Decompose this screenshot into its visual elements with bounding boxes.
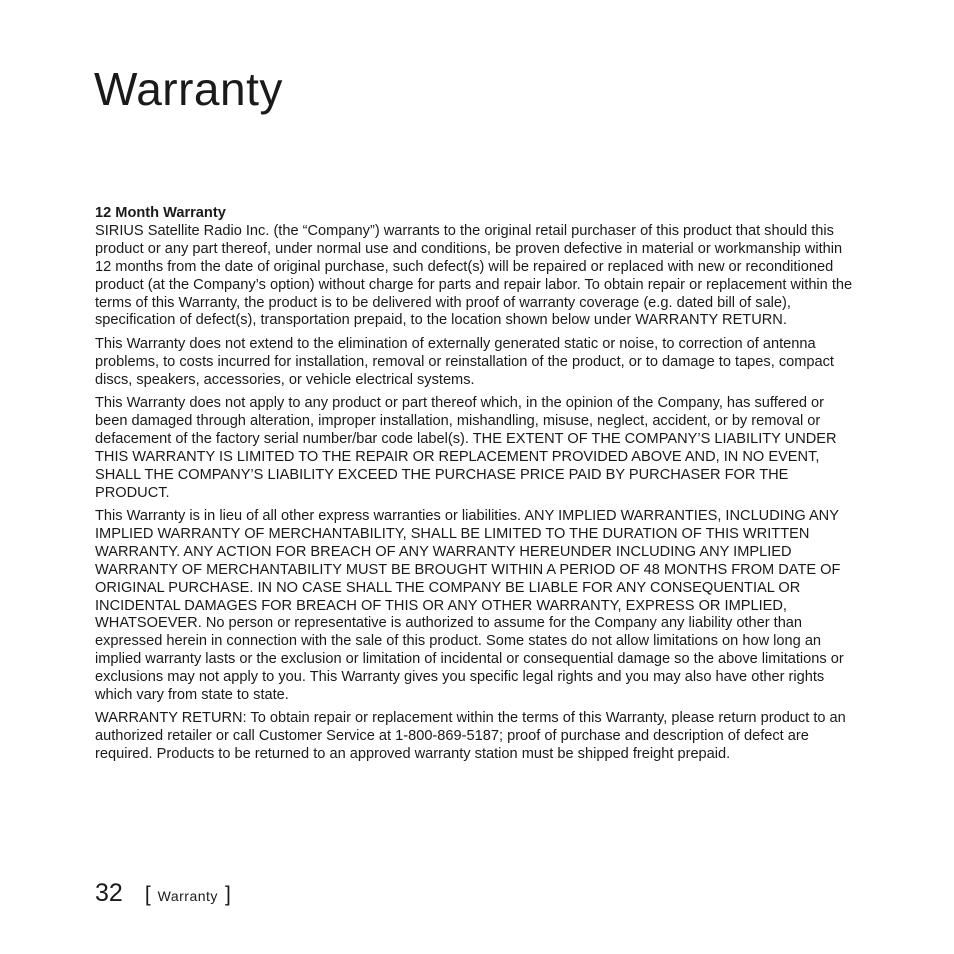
paragraph-warranty-return: WARRANTY RETURN: To obtain repair or replacement within the terms of this Warranty, please return product to an authorized retailer or call Customer Service at 1-800-869-5187; proof of purchase and description of defect are required. Products to be returned to an approved warranty station must be shipped freight prepaid. bbox=[95, 710, 846, 763]
page-title: Warranty bbox=[94, 63, 283, 115]
page-number: 32 bbox=[95, 879, 123, 907]
paragraph-exclusions-static: This Warranty does not extend to the elimination of externally generated static or noise, to correction of antenna problems, to costs incurred for installation, removal or reinstallation of the product, or to damage to tapes, compact discs, speakers, accessories, or vehicle electrical systems. bbox=[95, 335, 834, 388]
warranty-section bbox=[95, 205, 860, 770]
paragraph-exclusions-damage: This Warranty does not apply to any product or part thereof which, in the opinion of the Company, has suffered or been damaged through alteration, improper installation, mishandling, misuse, neglect, accident, or by removal or defacement of the factory serial number/bar code label(s). THE EXTENT OF THE COMPANY’S LIABILITY UNDER THIS WARRANTY IS LIMITED TO THE REPAIR OR REPLACEMENT PROVIDED ABOVE AND, IN NO EVENT, SHALL THE COMPANY’S LIABILITY EXCEED THE PURCHASE PRICE PAID BY PURCHASER FOR THE PRODUCT. bbox=[95, 395, 837, 501]
footer-close-bracket: ] bbox=[224, 883, 231, 906]
paragraph-implied-warranties: This Warranty is in lieu of all other express warranties or liabilities. ANY IMPLIED WARRANTIES, INCLUDING ANY IMPLIED WARRANTY OF MERCHANTABILITY, SHALL BE LIMITED TO THE DURATION OF THIS WRITTEN WARRANTY. ANY ACTION FOR BREACH OF ANY WARRANTY HEREUNDER INCLUDING ANY IMPLIED WARRANTY OF MERCHANTABILITY MUST BE BROUGHT WITHIN A PERIOD OF 48 MONTHS FROM DATE OF ORIGINAL PURCHASE. IN NO CASE SHALL THE COMPANY BE LIABLE FOR ANY CONSEQUENTIAL OR INCIDENTAL DAMAGES FOR BREACH OF THIS OR ANY OTHER WARRANTY, EXPRESS OR IMPLIED, WHATSOEVER. No person or representative is authorized to assume for the Company any liability other than expressed herein in connection with the sale of this product. Some states do not allow limitations on how long an implied warranty lasts or the exclusion or limitation of incidental or consequential damage so the above limitations or exclusions may not apply to you. This Warranty gives you specific legal rights and you may also have other rights which vary from state to state. bbox=[95, 508, 844, 704]
paragraph-warranty-terms: SIRIUS Satellite Radio Inc. (the “Company”) warrants to the original retail purchaser of this product that should this product or any part thereof, under normal use and conditions, be proven defective in material or workmanship within 12 months from the date of original purchase, such defect(s) will be repaired or replaced with new or reconditioned product (at the Company’s option) without charge for parts and repair labor. To obtain repair or replacement within the terms of this Warranty, the product is to be delivered with proof of warranty coverage (e.g. dated bill of sale), specification of defect(s), transportation prepaid, to the location shown below under WARRANTY RETURN. bbox=[95, 222, 853, 329]
page-footer bbox=[95, 879, 231, 908]
section-heading: 12 Month Warranty bbox=[95, 205, 226, 221]
footer-section-label: Warranty bbox=[157, 888, 218, 904]
footer-open-bracket: [ bbox=[144, 883, 151, 906]
